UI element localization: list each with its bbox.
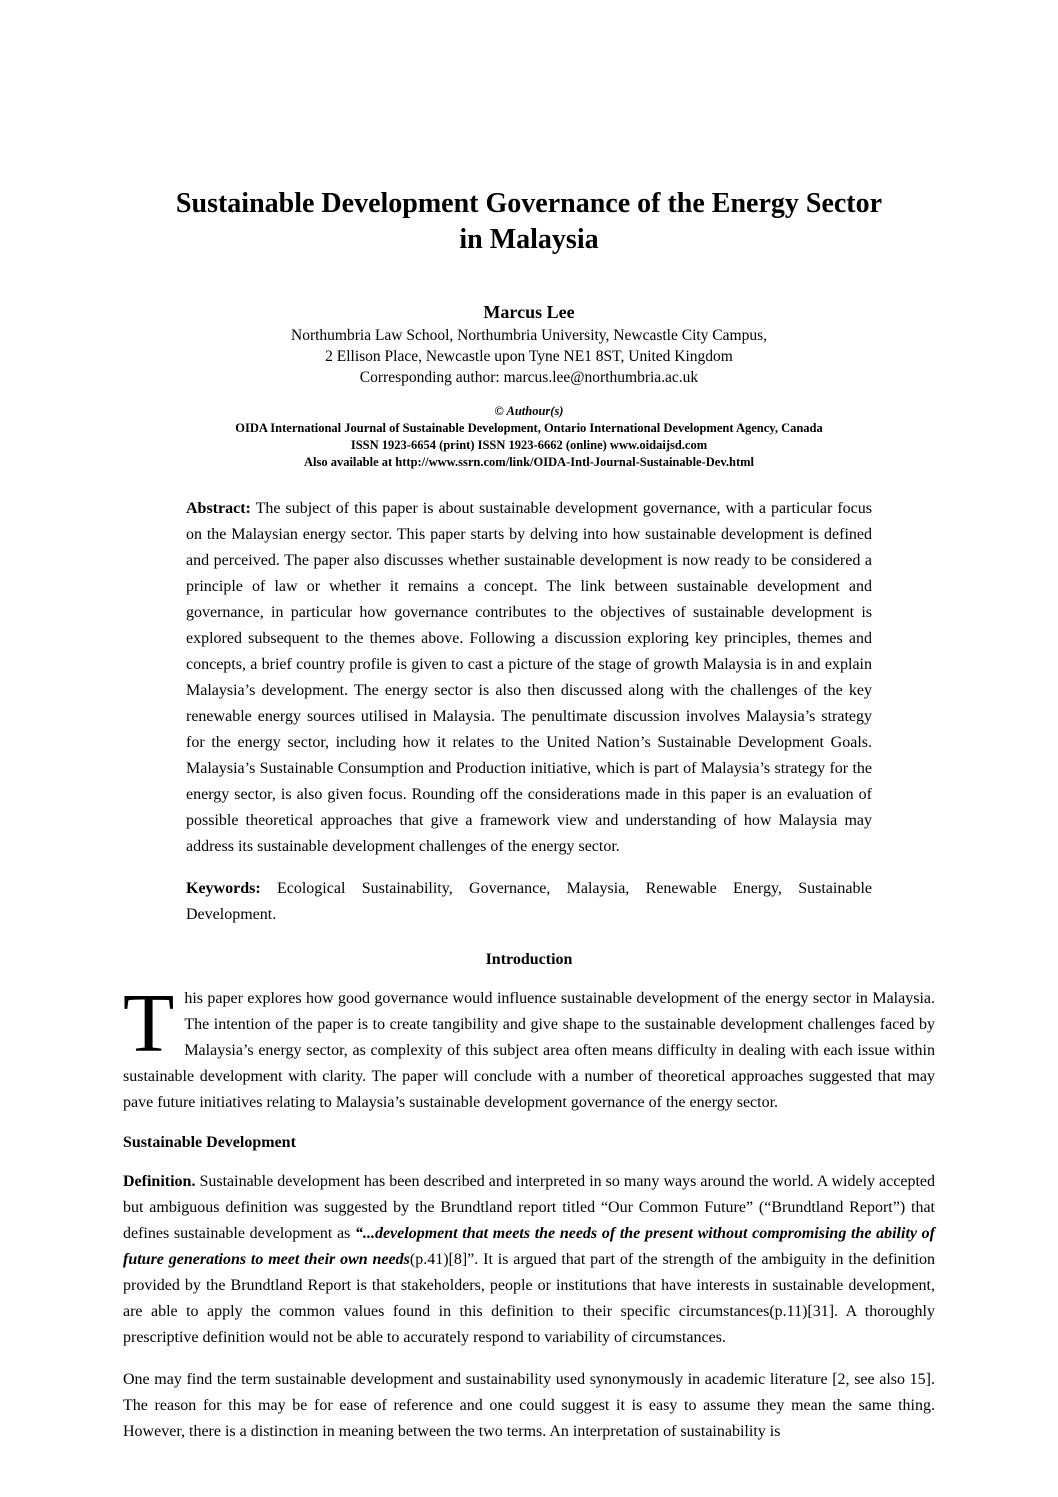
definition-paragraph: [123, 1169, 935, 1351]
keywords-paragraph: [186, 876, 872, 928]
author-name: Marcus Lee: [483, 302, 575, 322]
author-block: [123, 300, 935, 388]
brundtland-quote: “...development that meets the needs of the present without compromising the ability of future generations to meet their own needs: [123, 1225, 935, 1268]
definition-label: Definition.: [123, 1173, 196, 1190]
definition-text-after-quote: (p.41)[8]”. It is argued that part of the strength of the ambiguity in the definition provided by the Brundtland Report is that stakeholders, people or institutions that have interests in sustainable development, are able to apply the common values found in this definition to their specific circumstances(p.11)[31]. A thoroughly prescriptive definition would not be able to accurately respond to variability of circumstances.: [123, 1251, 936, 1346]
paper-title-line1: Sustainable Development Governance of the Energy Sector: [175, 188, 883, 219]
dropcap-letter: T: [123, 977, 175, 1070]
author-affiliation-line2: 2 Ellison Place, Newcastle upon Tyne NE1 8ST, United Kingdom: [325, 348, 733, 365]
terminology-paragraph: One may find the term sustainable development and sustainability used synonymously in academic literature [2, see also 15]. The reason for this may be for ease of reference and one could suggest it is easy to assume they mean the same thing. However, there is a distinction in meaning between the two terms. An interpretation of sustainability is: [123, 1371, 935, 1440]
availability-line: Also available at http://www.ssrn.com/link/OIDA-Intl-Journal-Sustainable-Dev.html: [303, 455, 755, 469]
copyright-line: © Authour(s): [494, 404, 564, 418]
abstract-section: [186, 496, 872, 928]
sustainable-development-heading: Sustainable Development: [123, 1134, 296, 1151]
journal-line: OIDA International Journal of Sustainable Development, Ontario International Development Agency, Canada: [235, 421, 823, 435]
keywords-text: Ecological Sustainability, Governance, Malaysia, Renewable Energy, Sustainable Development.: [186, 880, 872, 923]
introduction-text: his paper explores how good governance would influence sustainable development of the energy sector in Malaysia. The intention of the paper is to create tangibility and give shape to the sustainable development challenges faced by Malaysia’s energy sector, as complexity of this subject area often means difficulty in dealing with each issue within sustainable development with clarity. The paper will conclude with a number of theoretical approaches suggested that may pave future initiatives relating to Malaysia’s sustainable development governance of the energy sector.: [123, 990, 935, 1111]
introduction-heading: Introduction: [485, 951, 573, 968]
issn-line: ISSN 1923-6654 (print) ISSN 1923-6662 (online) www.oidaijsd.com: [350, 438, 708, 452]
author-email-line: Corresponding author: marcus.lee@northumbria.ac.uk: [359, 369, 699, 386]
abstract-label: Abstract:: [186, 500, 251, 517]
introduction-paragraph: [123, 977, 935, 1116]
paper-title: [123, 186, 935, 258]
abstract-paragraph: [186, 496, 872, 860]
author-affiliation-line1: Northumbria Law School, Northumbria University, Newcastle City Campus,: [291, 327, 767, 344]
definition-text-before-quote: Sustainable development has been described and interpreted in so many ways around the world. A widely accepted but ambiguous definition was suggested by the Brundtland report titled “Our Common Future” (“Brundtland Report”) that defines sustainable development as: [123, 1173, 935, 1242]
abstract-text: The subject of this paper is about sustainable development governance, with a particular focus on the Malaysian energy sector. This paper starts by delving into how sustainable development is defined and perceived. The paper also discusses whether sustainable development is now ready to be considered a principle of law or whether it remains a concept. The link between sustainable development and governance, in particular how governance contributes to the objectives of sustainable development is explored subsequent to the themes above. Following a discussion exploring key principles, themes and concepts, a brief country profile is given to cast a picture of the stage of growth Malaysia is in and explain Malaysia’s development. The energy sector is also then discussed along with the challenges of the key renewable energy sources utilised in Malaysia. The penultimate discussion involves Malaysia’s strategy for the energy sector, including how it relates to the United Nation’s Sustainable Development Goals. Malaysia’s Sustainable Consumption and Production initiative, which is part of Malaysia’s strategy for the energy sector, is also given focus. Rounding off the considerations made in this paper is an evaluation of possible theoretical approaches that give a framework view and understanding of how Malaysia may address its sustainable development challenges of the energy sector.: [186, 500, 872, 855]
keywords-label: Keywords:: [186, 880, 261, 897]
paper-title-line2: in Malaysia: [459, 224, 599, 255]
publication-block: [123, 403, 935, 471]
